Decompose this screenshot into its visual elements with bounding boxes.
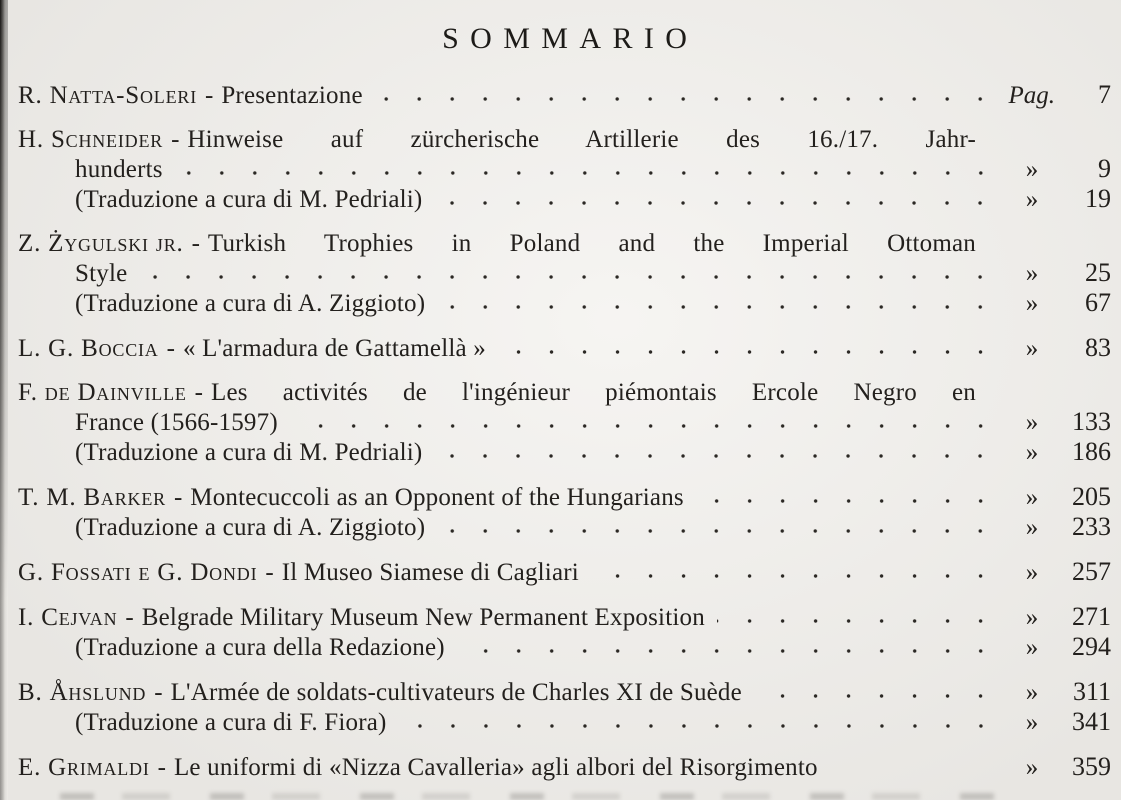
toc-title-text: Les activités de l'ingénieur piémontais Ercole Negro en bbox=[211, 379, 976, 406]
toc-entry bbox=[18, 378, 1111, 467]
toc-author: R. Natta-Soleri bbox=[18, 82, 197, 109]
page-number: 67 bbox=[1085, 288, 1111, 317]
toc-title-text: Hinweise auf zürcherische Artillerie des 16./17. Jahr- bbox=[187, 126, 976, 153]
dot-leaders bbox=[290, 407, 999, 437]
toc-line bbox=[18, 482, 1111, 512]
page-marker: » bbox=[1025, 604, 1039, 631]
page-number: 311 bbox=[1072, 677, 1111, 706]
page-marker: » bbox=[1025, 335, 1039, 362]
toc-author: E. Grimaldi bbox=[18, 754, 150, 781]
page-number: 271 bbox=[1072, 602, 1111, 631]
page-marker: Pag. bbox=[1008, 82, 1055, 109]
dot-leaders bbox=[434, 184, 999, 214]
toc-title-text: Presentazione bbox=[221, 82, 363, 109]
toc-line bbox=[18, 752, 1111, 782]
page-number: 186 bbox=[1072, 437, 1111, 466]
dot-leaders bbox=[754, 677, 999, 707]
toc-line bbox=[18, 677, 1111, 707]
page-number: 83 bbox=[1085, 333, 1111, 362]
toc-entry bbox=[18, 333, 1111, 363]
page-marker: » bbox=[1025, 260, 1039, 287]
page-marker: » bbox=[1025, 156, 1039, 183]
page-marker: » bbox=[1025, 679, 1039, 706]
dot-leaders bbox=[437, 288, 999, 318]
toc-line bbox=[18, 437, 1111, 467]
page-number: 359 bbox=[1072, 752, 1111, 781]
toc-title-text: « L'armadura de Gattamellà » bbox=[182, 335, 486, 362]
toc-title-text: Il Museo Siamese di Cagliari bbox=[281, 559, 579, 586]
dot-leaders bbox=[498, 333, 999, 363]
toc-line bbox=[18, 407, 1111, 437]
toc-author: I. Cejvan bbox=[18, 604, 118, 631]
toc-author: G. Fossati e G. Dondi bbox=[18, 559, 258, 586]
dot-leaders bbox=[175, 154, 999, 184]
page-number: 341 bbox=[1072, 707, 1111, 736]
toc-line bbox=[18, 80, 1111, 110]
toc-separator: - bbox=[194, 379, 203, 406]
toc-separator: - bbox=[171, 126, 180, 153]
toc-line bbox=[18, 333, 1111, 363]
dot-leaders bbox=[437, 512, 999, 542]
dot-leaders bbox=[591, 557, 999, 587]
page-marker: » bbox=[1025, 754, 1039, 781]
toc-translation-note: (Traduzione a cura di M. Pedriali) bbox=[75, 186, 423, 213]
toc-line bbox=[18, 602, 1111, 632]
toc-translation-note: (Traduzione a cura della Redazione) bbox=[75, 634, 445, 661]
toc-line bbox=[18, 229, 1111, 258]
page-marker: » bbox=[1025, 439, 1039, 466]
page-number: 205 bbox=[1072, 482, 1111, 511]
toc-separator: - bbox=[125, 604, 134, 631]
page-number: 233 bbox=[1072, 512, 1111, 541]
toc-author: F. de Dainville bbox=[18, 379, 187, 406]
page-number: 19 bbox=[1085, 184, 1111, 213]
page-marker: » bbox=[1025, 409, 1039, 436]
toc-line bbox=[18, 632, 1111, 662]
page-number: 133 bbox=[1072, 407, 1111, 436]
page-marker: » bbox=[1025, 186, 1039, 213]
toc-line bbox=[18, 707, 1111, 737]
toc-entry bbox=[18, 602, 1111, 662]
toc-title-text: Belgrade Military Museum New Permanent Exposition bbox=[141, 604, 705, 631]
dot-leaders bbox=[696, 482, 999, 512]
toc-entry bbox=[18, 482, 1111, 542]
toc-title-text: Turkish Trophies in Poland and the Imperial Ottoman bbox=[207, 230, 976, 257]
toc-line bbox=[18, 288, 1111, 318]
toc-line bbox=[18, 557, 1111, 587]
toc-entry bbox=[18, 80, 1111, 110]
toc-author: Z. Żygulski jr. bbox=[18, 230, 184, 257]
toc-author: L. G. Boccia bbox=[18, 335, 159, 362]
toc-translation-note: (Traduzione a cura di M. Pedriali) bbox=[75, 439, 423, 466]
page-number: 257 bbox=[1072, 557, 1111, 586]
page-marker: » bbox=[1025, 484, 1039, 511]
toc-entry bbox=[18, 677, 1111, 737]
toc-title-text: hunderts bbox=[75, 156, 163, 183]
page-number: 25 bbox=[1085, 258, 1111, 287]
toc-author: B. Åhslund bbox=[18, 679, 147, 706]
dot-leaders bbox=[139, 258, 999, 288]
page-number: 7 bbox=[1098, 80, 1111, 109]
toc-separator: - bbox=[265, 559, 274, 586]
toc-separator: - bbox=[191, 230, 200, 257]
toc-entry bbox=[18, 752, 1111, 782]
toc-translation-note: (Traduzione a cura di A. Ziggioto) bbox=[75, 290, 426, 317]
dot-leaders bbox=[375, 80, 999, 110]
toc-entry bbox=[18, 229, 1111, 318]
toc-author: T. M. Barker bbox=[18, 484, 166, 511]
toc-line bbox=[18, 184, 1111, 214]
toc-separator: - bbox=[173, 484, 183, 511]
dot-leaders bbox=[434, 437, 999, 467]
page-number: 294 bbox=[1072, 632, 1111, 661]
toc-separator: - bbox=[166, 335, 175, 362]
toc-separator: - bbox=[154, 679, 163, 706]
page-number: 9 bbox=[1098, 154, 1111, 183]
toc-line bbox=[18, 258, 1111, 288]
toc-entry bbox=[18, 125, 1111, 214]
toc-title-text: Montecuccoli as an Opponent of the Hungarians bbox=[190, 484, 684, 511]
page-marker: » bbox=[1025, 514, 1039, 541]
page-marker: » bbox=[1025, 559, 1039, 586]
toc-line bbox=[18, 378, 1111, 407]
dot-leaders bbox=[399, 707, 999, 737]
page-marker: » bbox=[1025, 634, 1039, 661]
page-marker: » bbox=[1025, 709, 1039, 736]
toc-entry bbox=[18, 557, 1111, 587]
toc-title-text: France (1566-1597) bbox=[75, 409, 278, 436]
toc-separator: - bbox=[205, 82, 214, 109]
toc-author: H. Schneider bbox=[18, 126, 164, 153]
page-title: SOMMARIO bbox=[442, 22, 699, 55]
toc-line bbox=[18, 154, 1111, 184]
toc-translation-note: (Traduzione a cura di A. Ziggioto) bbox=[75, 514, 426, 541]
toc-translation-note: (Traduzione a cura di F. Fiora) bbox=[75, 709, 387, 736]
toc-line bbox=[18, 125, 1111, 154]
toc-separator: - bbox=[157, 754, 166, 781]
toc-line bbox=[18, 512, 1111, 542]
dot-leaders bbox=[457, 632, 999, 662]
toc-title-text: Le uniformi di «Nizza Cavalleria» agli albori del Risorgimento bbox=[173, 754, 818, 781]
toc-title-text: Style bbox=[75, 260, 128, 287]
page-marker: » bbox=[1025, 290, 1039, 317]
toc-title-text: L'Armée de soldats-cultivateurs de Charles XI de Suède bbox=[170, 679, 742, 706]
dot-leaders bbox=[717, 602, 999, 632]
